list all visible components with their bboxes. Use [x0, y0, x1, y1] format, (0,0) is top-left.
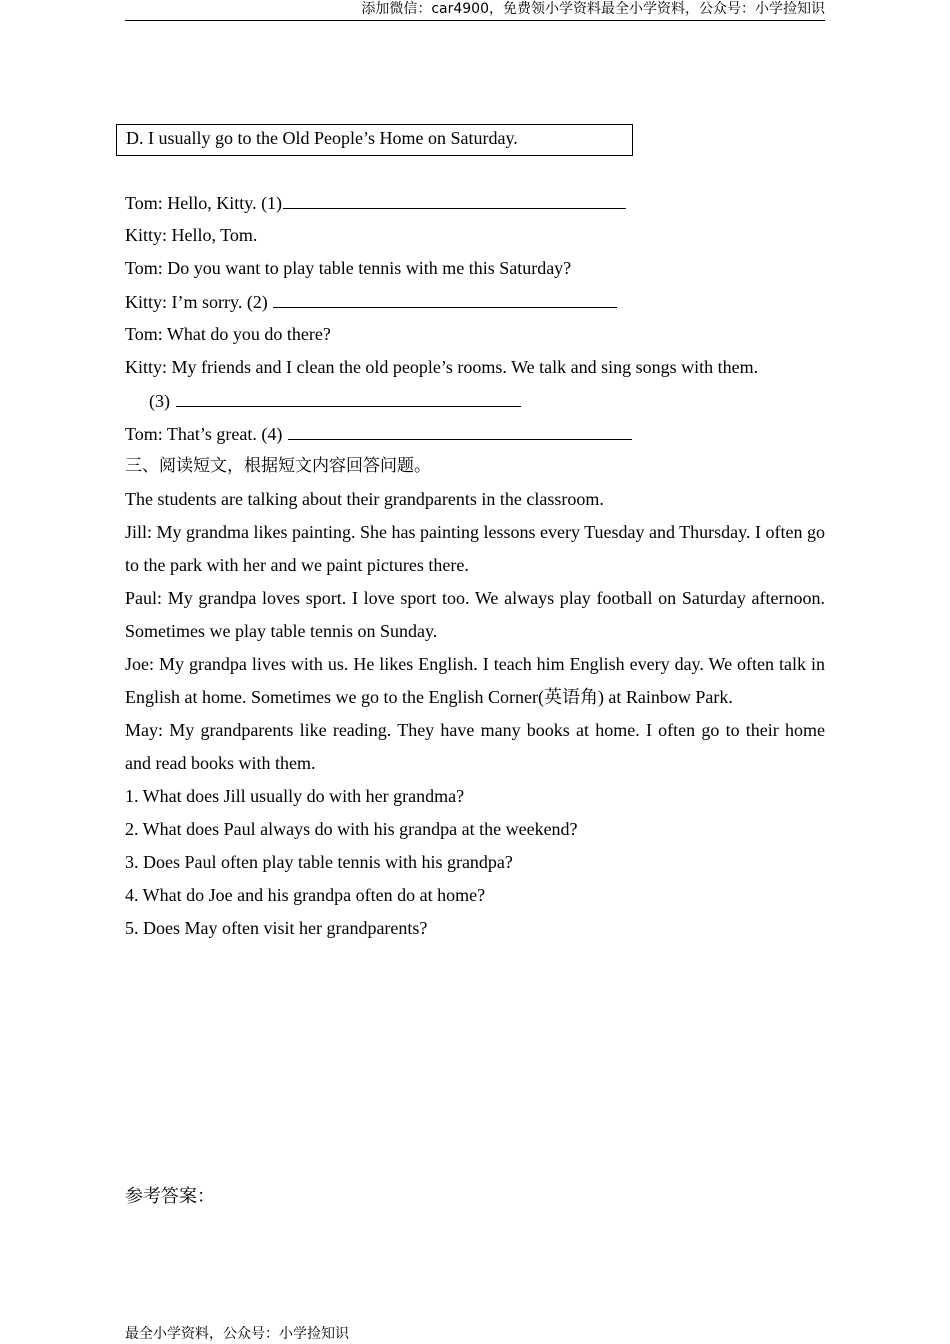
dialogue-text: Tom: That’s great. (4)	[125, 424, 287, 444]
dialogue-line-7	[125, 384, 825, 417]
answer-blank-2[interactable]	[273, 285, 617, 308]
dialogue-line-3	[125, 252, 825, 285]
question-5: 5. Does May often visit her grandparents?	[125, 918, 428, 938]
answer-heading: 参考答案：	[125, 1186, 215, 1207]
passage-joe: Joe: My grandpa lives with us. He likes English. I teach him English every day. We often talk in English at home. Sometimes we go to the English Corner(英语角) at Rainbow Park.	[125, 654, 825, 707]
passage-intro: The students are talking about their grandparents in the classroom.	[125, 489, 604, 509]
option-box	[116, 124, 633, 156]
dialogue-text: Tom: Do you want to play table tennis with me this Saturday?	[125, 258, 572, 278]
dialogue-line-5	[125, 318, 825, 351]
header-text: 添加微信：car4900，免费领小学资料最全小学资料，公众号：小学捡知识	[361, 1, 825, 17]
passage-may: May: My grandparents like reading. They have many books at home. I often go to their home and read books with them.	[125, 720, 825, 773]
question-4: 4. What do Joe and his grandpa often do at home?	[125, 885, 486, 905]
answer-blank-4[interactable]	[288, 417, 632, 440]
footer-text: 最全小学资料，公众号：小学捡知识	[125, 1326, 349, 1342]
dialogue-line-8	[125, 417, 825, 450]
dialogue-line-6	[125, 351, 825, 384]
dialogue-line-2	[125, 219, 825, 252]
dialogue-text: Tom: Hello, Kitty. (1)	[125, 193, 283, 213]
option-d-text: D. I usually go to the Old People’s Home on Saturday.	[126, 128, 518, 148]
page-header	[125, 0, 825, 21]
worksheet-content	[125, 186, 825, 945]
dialogue-line-1	[125, 186, 825, 219]
answer-blank-1[interactable]	[283, 186, 626, 209]
question-1: 1. What does Jill usually do with her grandma?	[125, 786, 465, 806]
dialogue-line-4	[125, 285, 825, 318]
question-2: 2. What does Paul always do with his grandpa at the weekend?	[125, 819, 578, 839]
dialogue-text: Kitty: My friends and I clean the old people’s rooms. We talk and sing songs with them.	[125, 357, 759, 377]
passage-jill: Jill: My grandma likes painting. She has painting lessons every Tuesday and Thursday. I often go to the park with her and we paint pictures there.	[125, 522, 825, 575]
answer-blank-3[interactable]	[176, 384, 521, 407]
section-3-title: 三、阅读短文，根据短文内容回答问题。	[125, 456, 431, 476]
passage-paul: Paul: My grandpa loves sport. I love sport too. We always play football on Saturday afternoon. Sometimes we play table tennis on Sunday.	[125, 588, 825, 641]
page-footer	[125, 1324, 349, 1344]
dialogue-text: (3)	[149, 391, 175, 411]
dialogue-text: Kitty: Hello, Tom.	[125, 225, 258, 245]
dialogue-text: Kitty: I’m sorry. (2)	[125, 292, 273, 312]
dialogue-text: Tom: What do you do there?	[125, 324, 331, 344]
question-3: 3. Does Paul often play table tennis with his grandpa?	[125, 852, 513, 872]
